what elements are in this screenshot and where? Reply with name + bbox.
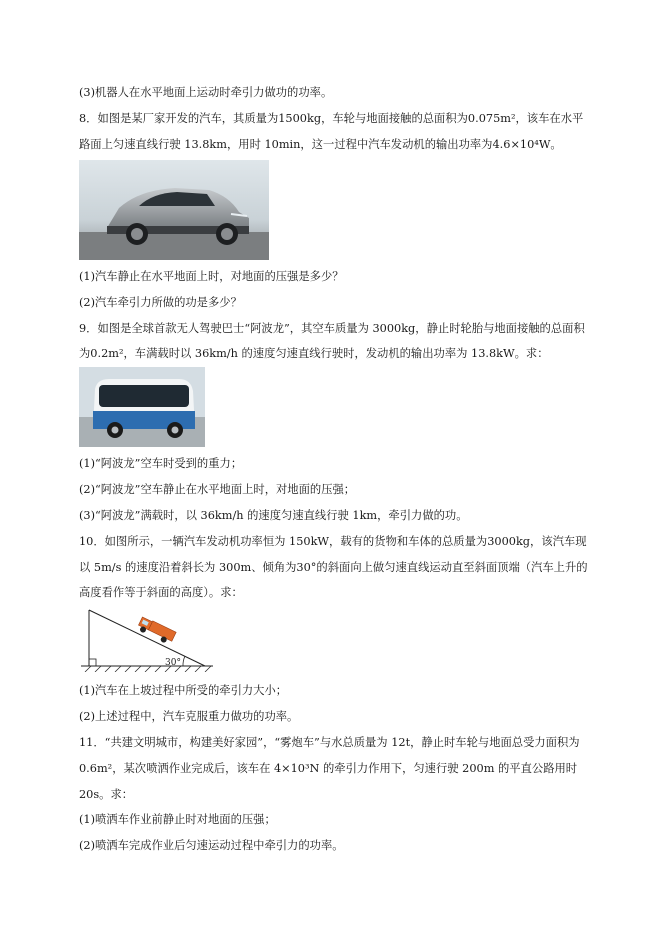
q10-text-line2: 以 5m/s 的速度沿着斜长为 300m、倾角为30°的斜面向上做匀速直线运动直至斜面顶端（汽车上升的 (79, 561, 588, 574)
q10-text-line3: 高度看作等于斜面的高度）。求： (79, 586, 243, 599)
q10-angle-label: 30° (165, 658, 181, 668)
q11-sub1: (1)喷洒车作业前静止时对地面的压强； (79, 813, 276, 826)
q10-sub1: (1)汽车在上坡过程中所受的牵引力大小； (79, 684, 288, 697)
q9-sub2: (2)“阿波龙”空车静止在水平地面上时，对地面的压强； (79, 483, 356, 496)
q9-text-line2: 为0.2m²，车满载时以 36km/h 的速度匀速直线行驶时，发动机的输出功率为 13.8kW。求： (79, 347, 549, 360)
q11-text-line1: 11．“共建文明城市，构建美好家园”，“雾炮车”与水总质量为 12t，静止时车轮与地面总受力面积为 (79, 736, 580, 749)
q8-sub2: (2)汽车牵引力所做的功是多少？ (79, 296, 242, 309)
q11-sub2: (2)喷洒车完成作业后匀速运动过程中牵引力的功率。 (79, 839, 344, 852)
q10-sub2: (2)上述过程中，汽车克服重力做功的功率。 (79, 710, 299, 723)
q9-text-line1: 9．如图是全球首款无人驾驶巴士“阿波龙”，其空车质量为 3000kg，静止时轮胎与地面接触的总面积 (79, 322, 585, 335)
q8-sub1: (1)汽车静止在水平地面上时，对地面的压强是多少？ (79, 270, 344, 283)
q10-incline-diagram (79, 606, 215, 672)
q10-text-line1: 10．如图所示，一辆汽车发动机功率恒为 150kW，载有的货物和车体的总质量为3000kg，该汽车现 (79, 535, 587, 548)
q11-text-line2: 0.6m²，某次喷洒作业完成后，该车在 4×10³N 的牵引力作用下，匀速行驶 200m 的平直公路用时 (79, 762, 578, 775)
q7-sub3: (3)机器人在水平地面上运动时牵引力做功的功率。 (79, 86, 333, 99)
q11-text-line3: 20s。求： (79, 788, 134, 801)
q9-sub3: (3)“阿波龙”满载时，以 36km/h 的速度匀速直线行驶 1km，牵引力做的功。 (79, 509, 468, 522)
q9-bus-photo (79, 367, 205, 447)
q8-text-line1: 8．如图是某厂家开发的汽车，其质量为1500kg，车轮与地面接触的总面积为0.075m²，该车在水平 (79, 112, 584, 125)
q9-sub1: (1)“阿波龙”空车时受到的重力； (79, 457, 243, 470)
q8-text-line2: 路面上匀速直线行驶 13.8km，用时 10min，这一过程中汽车发动机的输出功率为4.6×10⁴W。 (79, 138, 562, 151)
q8-car-photo (79, 160, 269, 260)
